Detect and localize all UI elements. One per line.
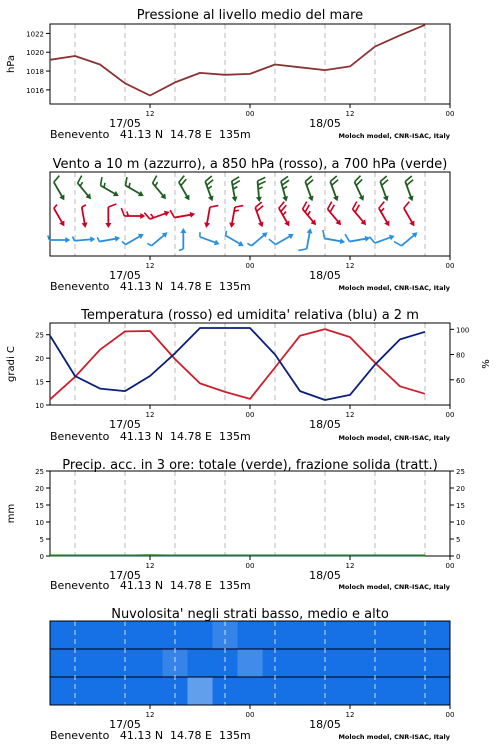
wind-barb-700hpa — [301, 176, 320, 202]
barb-arrowhead — [115, 235, 121, 242]
cloud-cell-basso — [288, 677, 313, 705]
y-tick-label: 10 — [456, 519, 465, 527]
x-tick-label: 12 — [145, 562, 155, 570]
barb-shaft — [353, 209, 365, 223]
cloud-cell-medio — [363, 649, 388, 677]
model-caption: Moloch model, CNR-ISAC, Italy — [338, 733, 450, 741]
wind-barb-700hpa — [73, 176, 97, 201]
barb-arrowhead — [90, 236, 96, 242]
y-tick-label: 20 — [35, 355, 44, 364]
y-axis-label: hPa — [6, 54, 17, 74]
cloud-cell-basso — [313, 677, 338, 705]
barb-arrowhead — [288, 231, 295, 239]
cloud-cell-basso — [413, 677, 438, 705]
y-tick-label: 0 — [456, 553, 461, 561]
y-tick-label: 25 — [456, 468, 465, 476]
barb-arrowhead — [333, 196, 340, 203]
barb-feather — [210, 204, 218, 208]
chart-title: Temperatura (rosso) ed umidita' relativa (blu) a 2 m — [81, 308, 419, 323]
cloud-cell-alto — [338, 621, 363, 649]
y-tick-label: 10 — [35, 402, 44, 410]
y-tick-label: 5 — [456, 536, 461, 544]
cloud-cell-medio — [388, 649, 413, 677]
barb-shaft — [328, 209, 340, 223]
barb-half-feather — [224, 231, 228, 236]
cloud-cell-medio — [138, 649, 163, 677]
x-tick-label: 00 — [245, 711, 255, 719]
cloud-cell-medio — [163, 649, 188, 677]
barb-arrowhead — [208, 196, 215, 203]
x-tick-label: 00 — [245, 562, 255, 570]
wind-barb-850hpa — [400, 202, 422, 228]
location-caption: Benevento 41.13 N 14.78 E 135m — [50, 128, 251, 141]
barb-feather — [298, 247, 306, 251]
barb-shaft — [54, 208, 63, 224]
barb-feather — [377, 202, 385, 209]
x-tick-label: 00 — [445, 110, 455, 118]
barb-shaft — [232, 207, 235, 225]
barb-arrowhead — [409, 221, 417, 228]
wind-barb-10m — [147, 229, 169, 249]
wind-barb-850hpa — [79, 205, 90, 228]
barb-feather — [402, 202, 410, 209]
barb-feather — [394, 240, 401, 248]
x-tick-label: 12 — [145, 262, 155, 270]
plot-frame — [50, 323, 450, 405]
barb-shaft — [303, 209, 315, 223]
barb-arrowhead — [214, 240, 221, 247]
barb-shaft — [82, 207, 85, 225]
barb-arrowhead — [383, 196, 390, 203]
location-caption: Benevento 41.13 N 14.78 E 135m — [50, 729, 251, 742]
barb-feather — [76, 176, 84, 183]
cloud-cell-basso — [263, 677, 288, 705]
wind-barb-850hpa — [298, 202, 322, 227]
wind-barb-700hpa — [175, 176, 197, 202]
date-label: 17/05 — [109, 418, 141, 431]
barb-arrowhead — [228, 222, 235, 228]
barb-feather — [345, 234, 349, 242]
barb-shaft — [126, 186, 142, 195]
cloud-cell-medio — [313, 649, 338, 677]
wind-barb-850hpa — [375, 202, 397, 228]
wind-barb-700hpa — [96, 177, 122, 199]
wind-barb-10m — [197, 232, 221, 247]
barb-shaft — [101, 186, 117, 195]
cloud-cell-alto — [188, 621, 213, 649]
location-caption: Benevento 41.13 N 14.78 E 135m — [50, 430, 251, 443]
x-tick-label: 00 — [445, 411, 455, 419]
barb-arrowhead — [284, 221, 292, 228]
plot-frame — [50, 24, 450, 104]
barb-arrowhead — [256, 197, 262, 203]
x-tick-label: 00 — [445, 562, 455, 570]
y-tick-label: 25 — [35, 468, 44, 476]
y-tick-label: 10 — [35, 519, 44, 527]
barb-arrowhead — [384, 221, 392, 228]
location-caption: Benevento 41.13 N 14.78 E 135m — [50, 280, 251, 293]
barb-feather — [258, 181, 266, 185]
cloud-cell-basso — [163, 677, 188, 705]
date-label: 17/05 — [109, 718, 141, 731]
cloud-cell-medio — [288, 649, 313, 677]
model-caption: Moloch model, CNR-ISAC, Italy — [338, 434, 450, 442]
y-tick-label: 60 — [456, 376, 465, 385]
barb-feather — [257, 177, 265, 181]
cloud-cell-medio — [113, 649, 138, 677]
wind-barb-850hpa — [144, 204, 170, 223]
barb-half-feather — [48, 236, 50, 241]
barb-shaft — [179, 182, 188, 198]
wind-barb-10m — [321, 230, 347, 245]
barb-arrowhead — [184, 195, 192, 202]
barb-half-feather — [72, 236, 74, 241]
date-label: 18/05 — [309, 418, 341, 431]
barb-half-feather — [307, 211, 311, 215]
barb-shaft — [207, 207, 210, 225]
wind-barb-850hpa — [170, 206, 196, 221]
barb-shaft — [151, 234, 165, 246]
wind-barb-700hpa — [148, 176, 172, 201]
chart-title: Precip. acc. in 3 ore: totale (verde), frazione solida (tratt.) — [62, 458, 438, 473]
barb-feather — [144, 212, 150, 221]
barb-half-feather — [247, 242, 251, 246]
barb-arrowhead — [389, 233, 396, 240]
barb-shaft — [74, 239, 92, 241]
y-tick-label: 20 — [35, 485, 44, 493]
wind-barb-700hpa — [121, 177, 147, 199]
wind-barb-850hpa — [323, 202, 347, 227]
cloud-cell-basso — [113, 677, 138, 705]
y-tick-label: 15 — [456, 502, 465, 510]
barb-shaft — [153, 183, 165, 197]
model-caption: Moloch model, CNR-ISAC, Italy — [338, 583, 450, 591]
cloud-cell-medio — [238, 649, 263, 677]
cloud-cell-medio — [263, 649, 288, 677]
x-tick-label: 12 — [145, 411, 155, 419]
wind-barb-10m — [394, 226, 419, 250]
date-label: 17/05 — [109, 569, 141, 582]
barb-arrowhead — [59, 221, 67, 228]
chart-title: Pressione al livello medio del mare — [136, 8, 364, 23]
x-tick-label: 12 — [345, 411, 355, 419]
y-tick-label: 5 — [39, 536, 44, 544]
barb-half-feather — [147, 242, 151, 246]
cloud-cell-alto — [88, 621, 113, 649]
wind-barb-700hpa — [401, 176, 420, 202]
barb-arrowhead — [190, 211, 196, 218]
wind-barb-10m — [72, 234, 95, 243]
barb-shaft — [99, 238, 117, 241]
date-label: 17/05 — [109, 117, 141, 130]
cloud-cell-basso — [138, 677, 163, 705]
barb-arrowhead — [59, 195, 67, 202]
barb-feather — [369, 236, 375, 245]
x-tick-label: 12 — [345, 711, 355, 719]
cloud-cell-basso — [238, 677, 263, 705]
barb-half-feather — [198, 232, 201, 237]
barb-arrowhead — [408, 196, 415, 203]
cloud-cell-alto — [138, 621, 163, 649]
y-axis-label: gradi C — [6, 346, 17, 382]
chart-title: Nuvolosita' negli strati basso, medio e alto — [111, 607, 389, 622]
wind-barb-10m — [369, 228, 395, 247]
barb-feather — [170, 210, 174, 218]
barb-arrowhead — [105, 223, 111, 228]
cloud-cell-basso — [63, 677, 88, 705]
y-axis-label-right: % — [481, 359, 492, 369]
wind-barb-10m — [179, 228, 187, 251]
y-tick-label: 15 — [35, 502, 44, 510]
barb-arrowhead — [113, 191, 120, 199]
cloud-cell-medio — [88, 649, 113, 677]
wind-barb-10m — [48, 236, 70, 244]
barb-shaft — [54, 182, 63, 198]
barb-feather — [235, 204, 243, 208]
barb-shaft — [324, 238, 342, 241]
barb-half-feather — [53, 205, 58, 209]
x-tick-label: 12 — [145, 110, 155, 118]
barb-feather — [108, 204, 116, 207]
barb-shaft — [251, 234, 265, 246]
barb-half-feather — [179, 249, 184, 251]
wind-barb-850hpa — [348, 202, 372, 227]
wind-barb-850hpa — [275, 202, 297, 228]
location-caption: Benevento 41.13 N 14.78 E 135m — [50, 579, 251, 592]
cloud-cell-basso — [363, 677, 388, 705]
wind-barb-850hpa — [203, 204, 218, 230]
wind-barb-850hpa — [105, 204, 116, 228]
barb-half-feather — [154, 182, 158, 186]
barb-shaft — [78, 183, 90, 197]
x-tick-label: 12 — [145, 711, 155, 719]
barb-half-feather — [97, 237, 99, 242]
barb-feather — [52, 176, 60, 183]
barb-half-feather — [122, 241, 126, 246]
barb-shaft — [200, 237, 217, 243]
barb-arrowhead — [359, 195, 367, 202]
barb-arrowhead — [238, 241, 245, 249]
barb-shaft — [226, 236, 242, 245]
x-tick-label: 12 — [345, 110, 355, 118]
y-tick-label: 100 — [456, 326, 470, 335]
barb-feather — [231, 177, 239, 181]
barb-arrowhead — [307, 228, 314, 234]
model-caption: Moloch model, CNR-ISAC, Italy — [338, 132, 450, 140]
barb-arrowhead — [180, 228, 186, 233]
cloud-cell-basso — [388, 677, 413, 705]
barb-shaft — [401, 234, 415, 246]
wind-barb-10m — [247, 229, 269, 249]
wind-barb-850hpa — [251, 202, 270, 228]
model-caption: Moloch model, CNR-ISAC, Italy — [338, 284, 450, 292]
chart-title: Vento a 10 m (azzurro), a 850 hPa (rosso), a 700 hPa (verde) — [52, 157, 448, 172]
wind-barb-10m — [345, 230, 371, 245]
wind-barb-700hpa — [326, 176, 345, 202]
y-tick-label: 15 — [35, 378, 44, 387]
y-tick-label: 1020 — [26, 49, 44, 58]
y-tick-label: 80 — [456, 351, 465, 360]
wind-barb-700hpa — [50, 176, 72, 202]
y-tick-label: 1022 — [26, 30, 44, 39]
cloud-cell-medio — [213, 649, 238, 677]
wind-barb-700hpa — [376, 176, 395, 202]
wind-barb-700hpa — [201, 176, 220, 202]
humidity-line — [50, 328, 425, 400]
barb-arrowhead — [82, 222, 89, 228]
cloud-cell-medio — [338, 649, 363, 677]
barb-shaft — [349, 238, 367, 241]
date-label: 18/05 — [309, 569, 341, 582]
x-tick-label: 00 — [445, 262, 455, 270]
wind-barb-10m — [97, 233, 120, 244]
y-tick-label: 1018 — [26, 68, 44, 77]
barb-arrowhead — [258, 222, 265, 229]
barb-arrowhead — [203, 222, 210, 228]
wind-barb-10m — [298, 227, 313, 253]
y-axis-label: mm — [6, 503, 17, 524]
plot-frame — [50, 471, 450, 556]
x-tick-label: 00 — [245, 262, 255, 270]
date-label: 18/05 — [309, 718, 341, 731]
barb-arrowhead — [282, 196, 289, 202]
date-label: 17/05 — [109, 269, 141, 282]
cloud-cell-basso — [213, 677, 238, 705]
wind-barb-700hpa — [277, 176, 294, 202]
plot-frame — [50, 172, 450, 256]
barb-arrowhead — [65, 237, 70, 243]
wind-barb-850hpa — [228, 204, 243, 230]
barb-feather — [151, 176, 159, 183]
date-label: 18/05 — [309, 269, 341, 282]
x-tick-label: 12 — [345, 262, 355, 270]
cloud-cell-medio — [63, 649, 88, 677]
barb-shaft — [307, 231, 310, 249]
barb-shaft — [404, 208, 413, 224]
x-tick-label: 12 — [345, 562, 355, 570]
wind-barb-850hpa — [50, 205, 68, 228]
cloud-cell-alto — [238, 621, 263, 649]
barb-shaft — [126, 236, 142, 245]
barb-feather — [232, 181, 240, 185]
cloud-cell-alto — [288, 621, 313, 649]
wind-barb-700hpa — [351, 176, 371, 202]
barb-arrowhead — [164, 209, 171, 216]
y-tick-label: 20 — [456, 485, 465, 493]
cloud-cell-basso — [338, 677, 363, 705]
cloud-cell-medio — [188, 649, 213, 677]
cloud-cell-basso — [188, 677, 213, 705]
barb-shaft — [379, 208, 388, 224]
wind-barb-10m — [269, 227, 295, 249]
barb-half-feather — [79, 182, 83, 186]
barb-arrowhead — [340, 238, 346, 245]
y-tick-label: 1016 — [26, 86, 44, 95]
x-tick-label: 00 — [245, 110, 255, 118]
y-tick-label: 25 — [35, 331, 44, 340]
date-label: 18/05 — [309, 117, 341, 130]
barb-shaft — [375, 237, 392, 243]
barb-feather — [121, 208, 124, 216]
barb-half-feather — [82, 205, 87, 207]
barb-arrowhead — [365, 235, 371, 242]
cloud-cell-medio — [413, 649, 438, 677]
barb-arrowhead — [138, 191, 145, 199]
wind-barb-700hpa — [228, 177, 243, 203]
wind-barb-10m — [223, 231, 246, 249]
barb-arrowhead — [308, 196, 315, 203]
barb-shaft — [279, 208, 288, 224]
wind-barb-700hpa — [254, 177, 267, 202]
barb-feather — [123, 177, 130, 185]
barb-shaft — [174, 214, 192, 217]
y-tick-label: 0 — [39, 553, 44, 561]
cloud-cell-basso — [88, 677, 113, 705]
barb-feather — [98, 177, 105, 185]
cloud-cell-alto — [388, 621, 413, 649]
barb-arrowhead — [138, 231, 145, 239]
barb-shaft — [276, 236, 292, 245]
x-tick-label: 00 — [445, 711, 455, 719]
x-tick-label: 00 — [245, 411, 255, 419]
pressure-line — [50, 25, 425, 96]
barb-arrowhead — [232, 196, 239, 202]
